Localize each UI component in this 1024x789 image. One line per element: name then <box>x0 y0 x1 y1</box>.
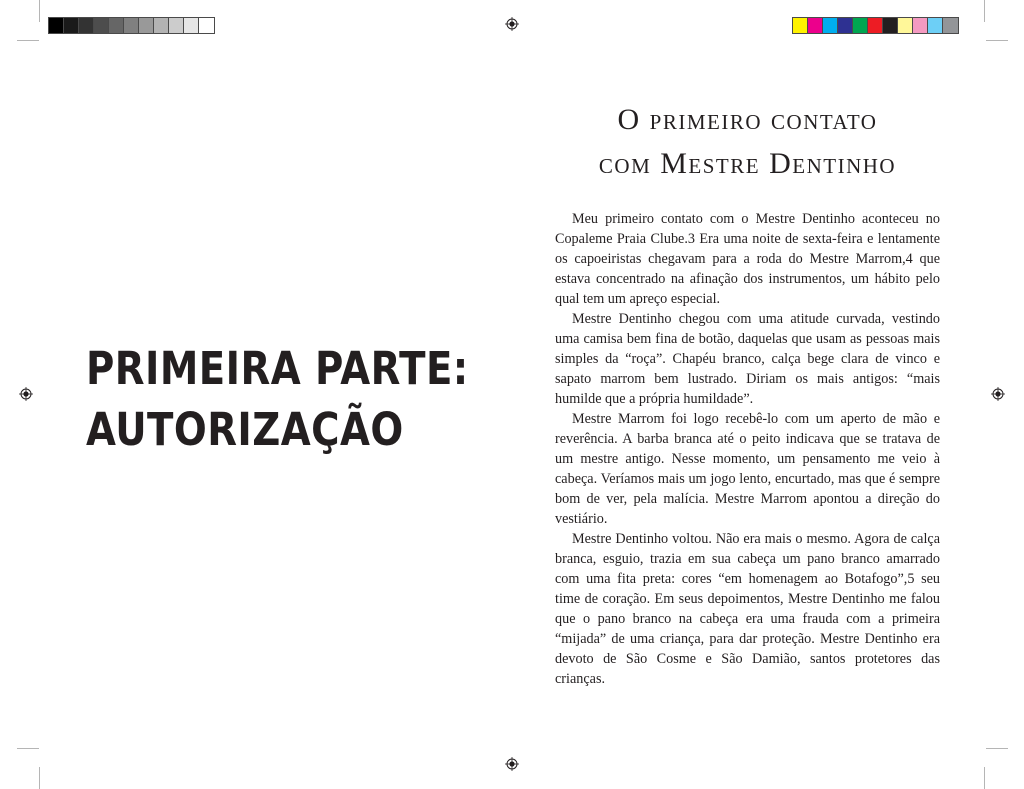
color-swatch <box>64 18 79 33</box>
registration-mark-icon <box>505 17 519 31</box>
chapter-title-line-2: com Mestre Dentinho <box>598 147 897 180</box>
color-swatch <box>838 18 853 33</box>
part-title-line-1: PRIMEIRA PARTE: <box>86 342 469 395</box>
crop-mark <box>17 40 39 41</box>
color-swatch <box>943 18 958 33</box>
registration-mark-icon <box>19 387 33 401</box>
crop-mark <box>986 748 1008 749</box>
registration-mark-icon <box>505 757 519 771</box>
color-swatch <box>94 18 109 33</box>
color-swatch <box>793 18 808 33</box>
color-swatch <box>124 18 139 33</box>
color-swatch <box>853 18 868 33</box>
color-swatch <box>898 18 913 33</box>
color-swatch <box>823 18 838 33</box>
color-swatch <box>49 18 64 33</box>
crop-mark <box>984 0 985 22</box>
color-swatch <box>199 18 214 33</box>
color-swatch <box>79 18 94 33</box>
color-swatch <box>154 18 169 33</box>
chapter-title-line-1: O primeiro contato <box>617 103 878 136</box>
grayscale-control-bar <box>48 17 215 34</box>
crop-mark <box>984 767 985 789</box>
body-paragraph: Meu primeiro contato com o Mestre Dentinho aconteceu no Copaleme Praia Clube.3 Era uma noite de sexta-feira e lentamente os capoeiristas chegavam para a roda do Mestre Marrom,4 que estava concentrado na afinação dos instrumentos, um hábito pelo qual tem um apreço especial. <box>555 211 940 307</box>
crop-mark <box>39 767 40 789</box>
color-swatch <box>928 18 943 33</box>
color-swatch <box>868 18 883 33</box>
crop-mark <box>986 40 1008 41</box>
part-title-line-2: AUTORIZAÇÃO <box>86 403 404 456</box>
color-swatch <box>808 18 823 33</box>
color-control-bar <box>792 17 959 34</box>
body-paragraph: Mestre Dentinho chegou com uma atitude curvada, vestindo uma camisa bem fina de botão, daquelas que usam as pessoas mais simples da “roça”. Chapéu branco, calça bege clara de vinco e sapato marrom bem lustrado. Diriam os mais antigos: “mais humilde que a própria humildade”. <box>555 311 940 407</box>
color-swatch <box>169 18 184 33</box>
part-title <box>86 338 469 460</box>
color-swatch <box>139 18 154 33</box>
registration-mark-icon <box>991 387 1005 401</box>
crop-mark <box>17 748 39 749</box>
chapter-body <box>555 209 940 689</box>
chapter-title <box>555 98 940 186</box>
color-swatch <box>184 18 199 33</box>
color-swatch <box>109 18 124 33</box>
crop-mark <box>39 0 40 22</box>
body-paragraph: Mestre Dentinho voltou. Não era mais o mesmo. Agora de calça branca, esguio, trazia em sua cabeça um pano branco amarrado com uma fita preta: cores “em homenagem ao Botafogo”,5 seu time de coração. Em seus depoimentos, Mestre Dentinho me falou que o pano branco na cabeça era uma frauda com a primeira “mijada” de uma criança, para dar proteção. Mestre Dentinho era devoto de São Cosme e São Damião, santos protetores das crianças. <box>555 531 940 687</box>
color-swatch <box>883 18 898 33</box>
color-swatch <box>913 18 928 33</box>
body-paragraph: Mestre Marrom foi logo recebê-lo com um aperto de mão e reverência. A barba branca até o peito indicava que se tratava de um mestre antigo. Nesse momento, um pensamento me veio à cabeça. Veríamos mais um jogo lento, encurtado, mas que é sempre bom de ver, pela malícia. Mestre Marrom apontou a direção do vestiário. <box>555 411 940 527</box>
